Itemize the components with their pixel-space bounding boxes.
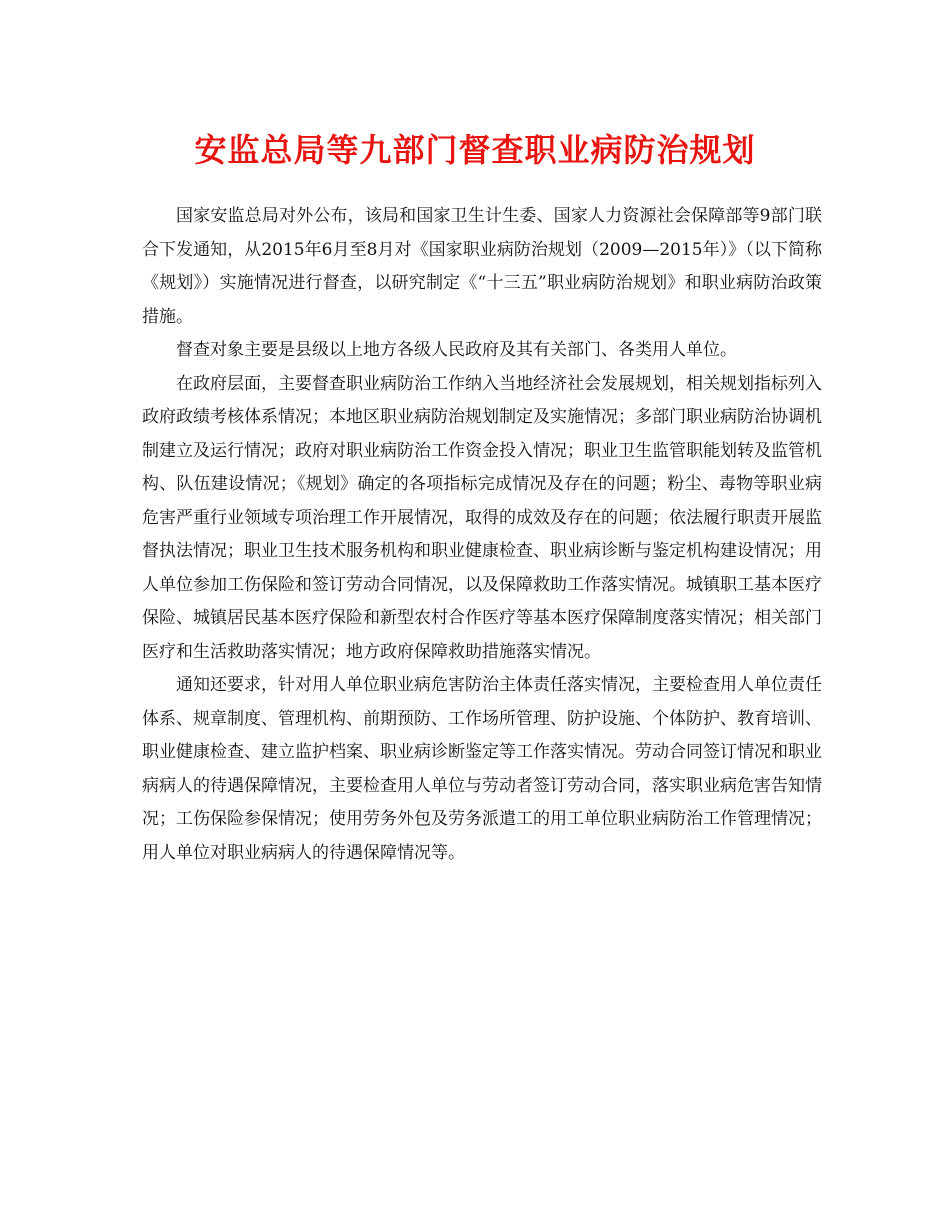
paragraph-announcement: 国家安监总局对外公布，该局和国家卫生计生委、国家人力资源社会保障部等9部门联合下发通知，从2015年6月至8月对《国家职业病防治规划（2009—2015年）》（以下简称《规划》）实施情况进行督查，以研究制定《“十三五”职业病防治规划》和职业病防治政策措施。 bbox=[142, 206, 822, 327]
document-body bbox=[142, 200, 822, 870]
page-title: 安监总局等九部门督查职业病防治规划 bbox=[194, 131, 756, 169]
paragraph-scope: 督查对象主要是县级以上地方各级人民政府及其有关部门、各类用人单位。 bbox=[176, 340, 737, 360]
paragraph-employer-requirements: 通知还要求，针对用人单位职业病危害防治主体责任落实情况，主要检查用人单位责任体系、规章制度、管理机构、前期预防、工作场所管理、防护设施、个体防护、教育培训、职业健康检查、建立监护档案、职业病诊断鉴定等工作落实情况。劳动合同签订情况和职业病病人的待遇保障情况，主要检查用人单位与劳动者签订劳动合同，落实职业病危害告知情况；工伤保险参保情况；使用劳务外包及劳务派遣工的用工单位职业病防治工作管理情况；用人单位对职业病病人的待遇保障情况等。 bbox=[142, 675, 822, 863]
paragraph-government-level: 在政府层面，主要督查职业病防治工作纳入当地经济社会发展规划，相关规划指标列入政府政绩考核体系情况；本地区职业病防治规划制定及实施情况；多部门职业病防治协调机制建立及运行情况；政府对职业病防治工作资金投入情况；职业卫生监管职能划转及监管机构、队伍建设情况；《规划》确定的各项指标完成情况及存在的问题；粉尘、毒物等职业病危害严重行业领域专项治理工作开展情况，取得的成效及存在的问题；依法履行职责开展监督执法情况；职业卫生技术服务机构和职业健康检查、职业病诊断与鉴定机构建设情况；用人单位参加工伤保险和签订劳动合同情况，以及保障救助工作落实情况。城镇职工基本医疗保险、城镇居民基本医疗保险和新型农村合作医疗等基本医疗保障制度落实情况；相关部门医疗和生活救助落实情况；地方政府保障救助措施落实情况。 bbox=[142, 373, 822, 662]
